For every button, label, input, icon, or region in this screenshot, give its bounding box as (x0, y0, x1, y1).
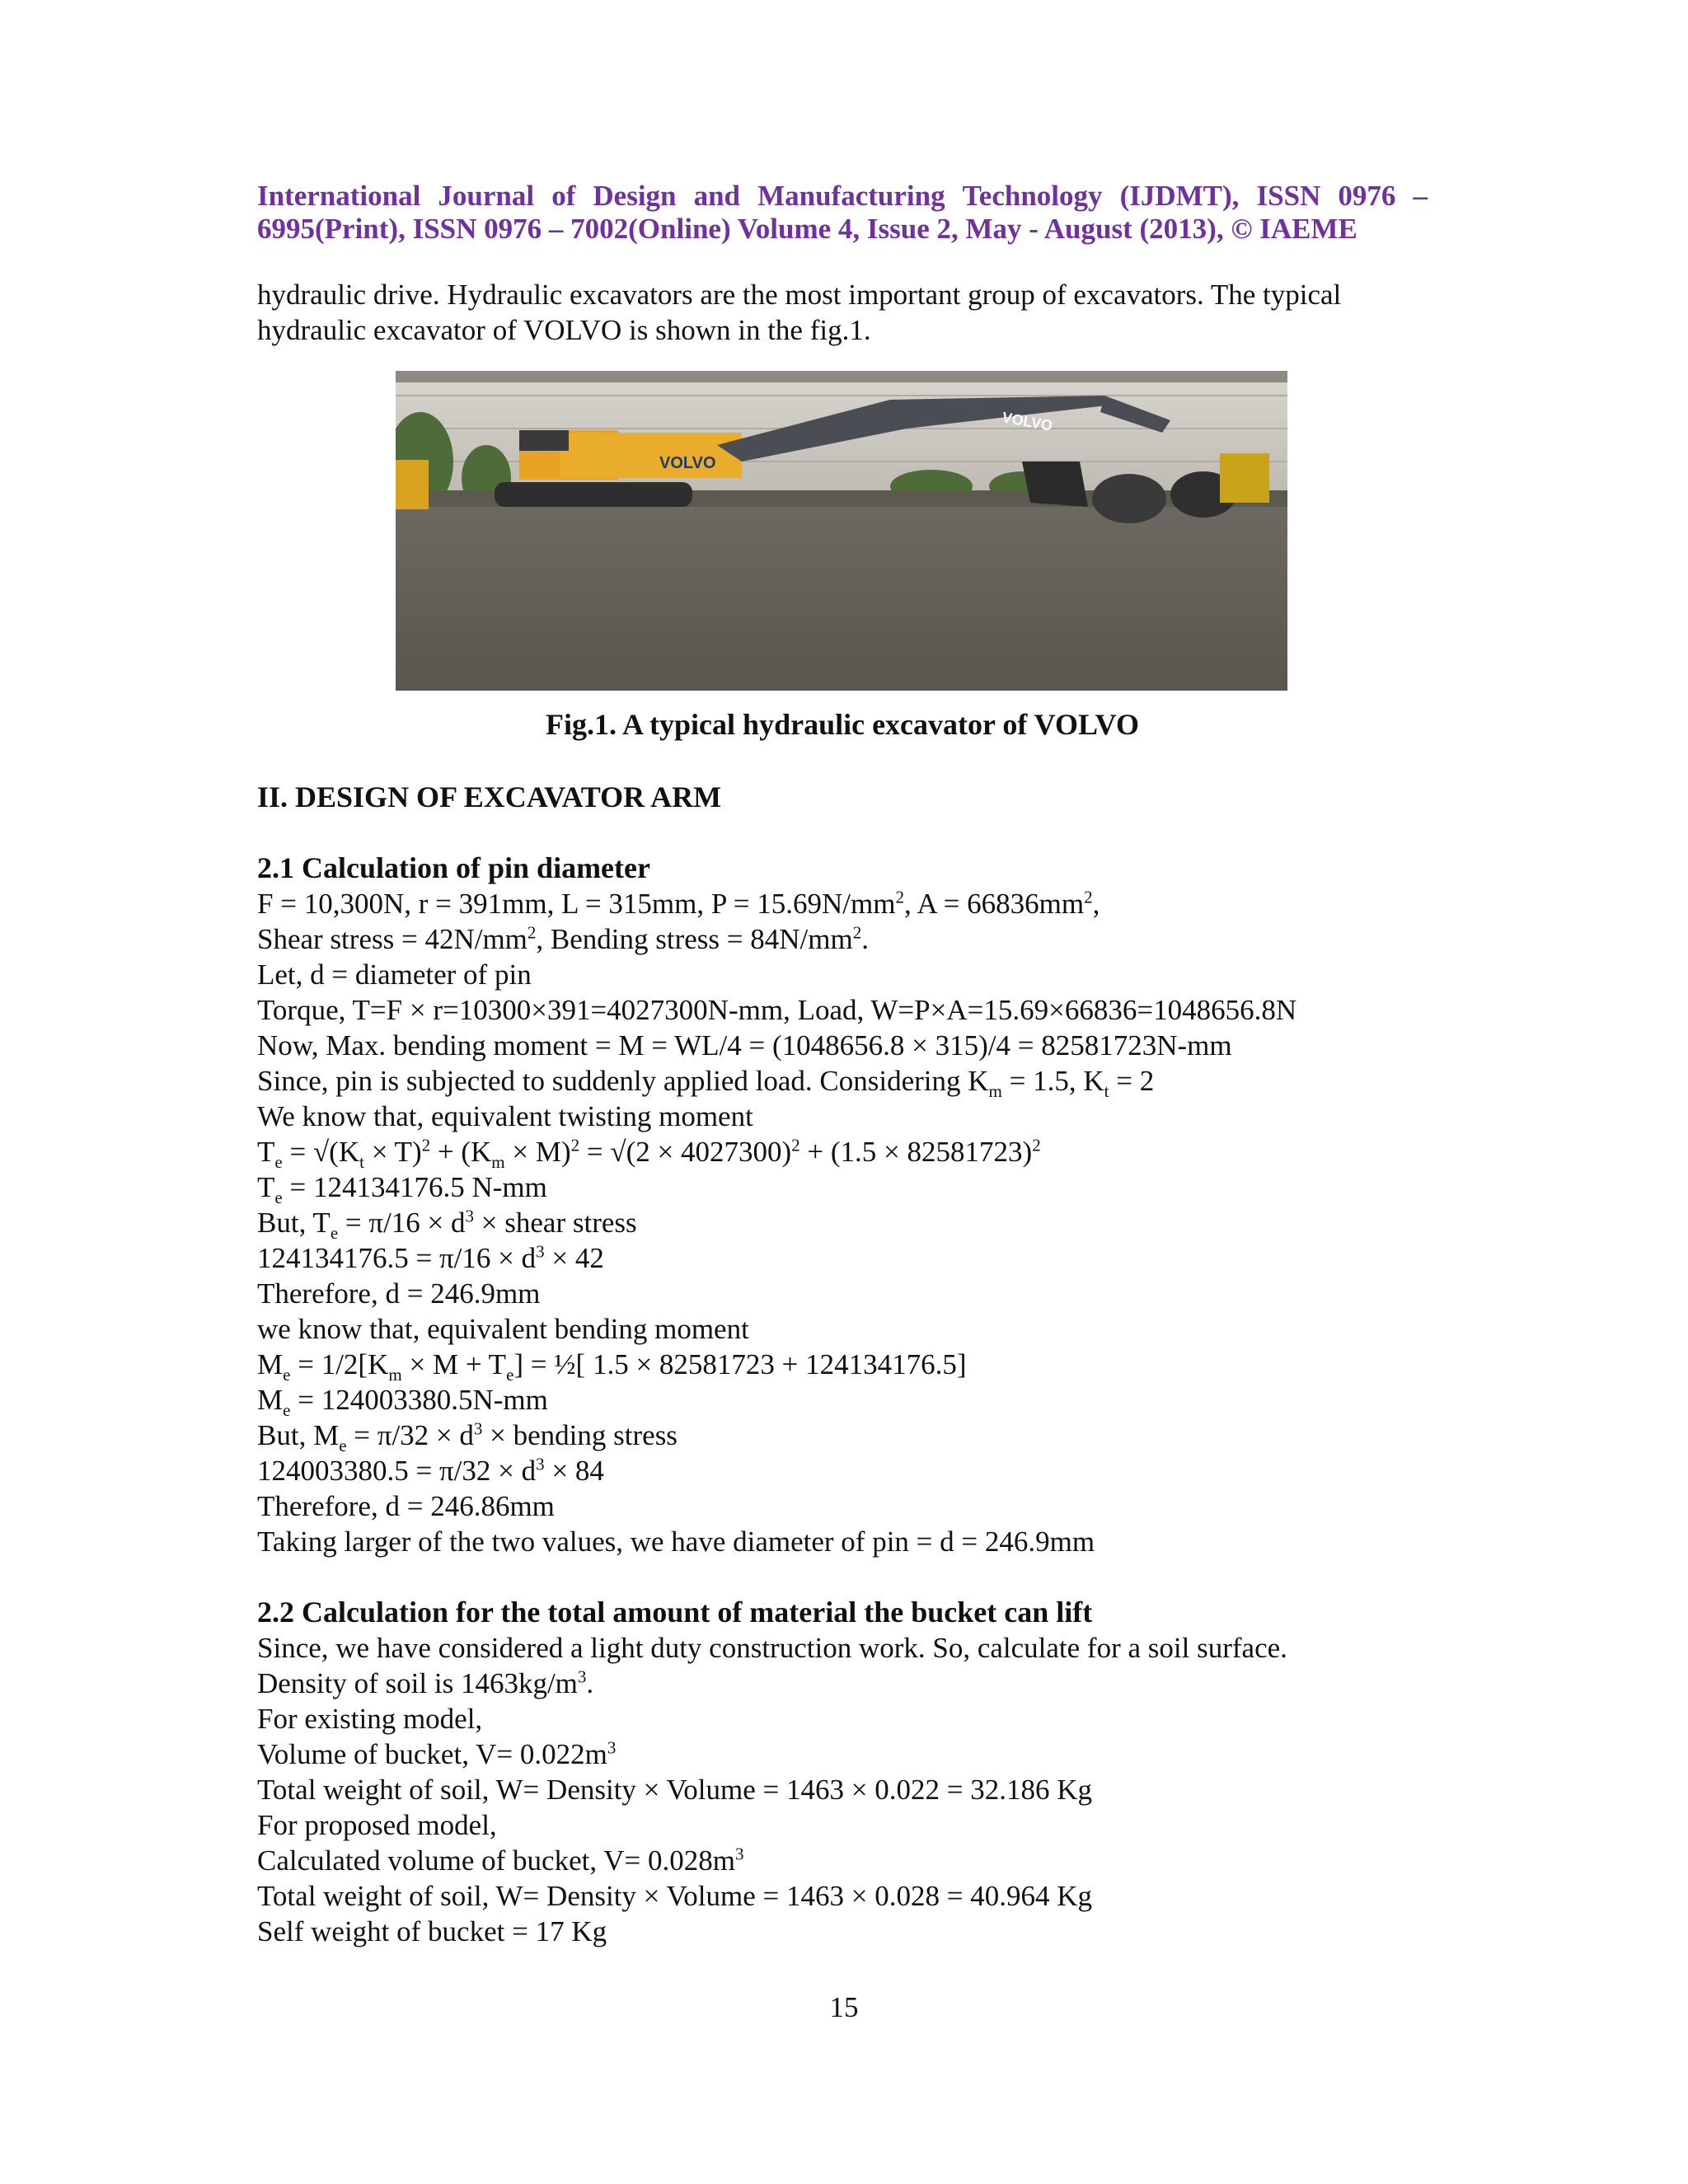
header-word: – (1413, 180, 1428, 212)
figure-caption: Fig.1. A typical hydraulic excavator of VOLVO (546, 708, 1139, 741)
header-word: Design (593, 180, 677, 212)
text-line: Self weight of bucket = 17 Kg (257, 1915, 607, 1947)
text-line: Let, d = diameter of pin (257, 958, 532, 991)
text-line: Therefore, d = 246.9mm (257, 1277, 541, 1310)
subsection-title: 2.2 Calculation for the total amount of material the bucket can lift (257, 1596, 1093, 1629)
text-line: Shear stress = $42N/mm^2$, Bending stress = $84N/mm^2$. (257, 922, 869, 955)
text-line: Total weight of soil, W= Density × Volume = 1463 × 0.028 = 40.964 Kg (257, 1880, 1093, 1912)
header-word: ISSN (1256, 180, 1321, 212)
text-line: Since, we have considered a light duty construction work. So, calculate for a soil surface. (257, 1632, 1287, 1664)
text-line: Therefore, d = 246.86mm (257, 1490, 555, 1522)
header-word: 0976 (1338, 180, 1396, 212)
equation-line: $M_e = 1/2[K_m \times M + T_e]$ = ½[ 1.5 × 82581723 + 124134176.5] (257, 1348, 967, 1385)
text-line: we know that, equivalent bending moment (257, 1313, 749, 1345)
header-word: Manufacturing (757, 180, 945, 212)
text-line: Density of soil is $1463kg/m^3$. (257, 1666, 594, 1699)
intro-line: hydraulic drive. Hydraulic excavators are the most important group of excavators. The typical (257, 279, 1342, 311)
text-line: Volume of bucket, $V= 0.022m^3$ (257, 1737, 617, 1770)
journal-header (257, 180, 1428, 246)
journal-header-line2: 6995(Print), ISSN 0976 – 7002(Online) Volume 4, Issue 2, May - August (2013), © IAEME (257, 213, 1357, 245)
journal-header-line1 (257, 180, 1428, 213)
excavator-photo-illustration (396, 371, 1287, 691)
equation-line: $T_e = 124134176.5$ N-mm (257, 1171, 547, 1207)
equation-line: But, $T_e = \pi/16 \times d^3$ × shear stress (257, 1206, 637, 1243)
excavator-arm-brand-text: VOLVO (1001, 409, 1054, 434)
section-2-2 (257, 1595, 1428, 1949)
header-word: International (257, 180, 421, 212)
equation-line: $M_e = 124003380.5N-mm$ (257, 1384, 548, 1420)
excavator-brand-text: VOLVO (659, 454, 716, 472)
section-2-1 (257, 851, 1428, 1559)
text-line: F = 10,300N, r = 391mm, L = 315mm, $P = 15.69N/mm^2$, $A = 66836mm^2$, (257, 887, 1100, 920)
equation-line: $124003380.5 = \pi/32 \times d^3 \times 84$ (257, 1454, 604, 1487)
text-line: Calculated volume of bucket, $V= 0.028m^3$ (257, 1844, 744, 1877)
text-line: For existing model, (257, 1703, 483, 1735)
equation-line: But, $M_e = \pi/32 \times d^3$ × bending stress (257, 1418, 678, 1455)
text-line: Taking larger of the two values, we have diameter of pin = d = 246.9mm (257, 1526, 1095, 1558)
header-word: Technology (962, 180, 1103, 212)
header-word: and (693, 180, 741, 212)
text-line: For proposed model, (257, 1809, 497, 1841)
equation-line: $T_e = √(K_t \times T)^2 + (K_m \times M)^2 = √(2 \times 4027300)^2 + (1.5 \times 82581723)^2$ (257, 1135, 1041, 1172)
intro-line: hydraulic excavator of VOLVO is shown in the fig.1. (257, 314, 871, 346)
intro-paragraph (257, 277, 1428, 348)
text-line: Since, pin is subjected to suddenly applied load. Considering $K_m = 1.5$, $K_t = 2$ (257, 1065, 1155, 1101)
header-word: of (551, 180, 576, 212)
text-line: Total weight of soil, W= Density × Volume = 1463 × 0.022 = 32.186 Kg (257, 1774, 1093, 1806)
subsection-title: 2.1 Calculation of pin diameter (257, 851, 650, 884)
header-word: Journal (438, 180, 535, 212)
equation-line: $124134176.5 = \pi/16 \times d^3 \times 42$ (257, 1241, 604, 1274)
section-heading: II. DESIGN OF EXCAVATOR ARM (257, 780, 722, 813)
excavator-photo (396, 371, 1287, 691)
page-number: 15 (829, 1991, 859, 2023)
header-word: (IJDMT), (1119, 180, 1240, 212)
text-line: Now, Max. bending moment = M = WL/4 = (1048656.8 × 315)/4 = 82581723N-mm (257, 1029, 1232, 1062)
text-line: We know that, equivalent twisting moment (257, 1100, 753, 1132)
text-line: Torque, T=F × r=10300×391=4027300N-mm, Load, W=P×A=15.69×66836=1048656.8N (257, 994, 1297, 1026)
